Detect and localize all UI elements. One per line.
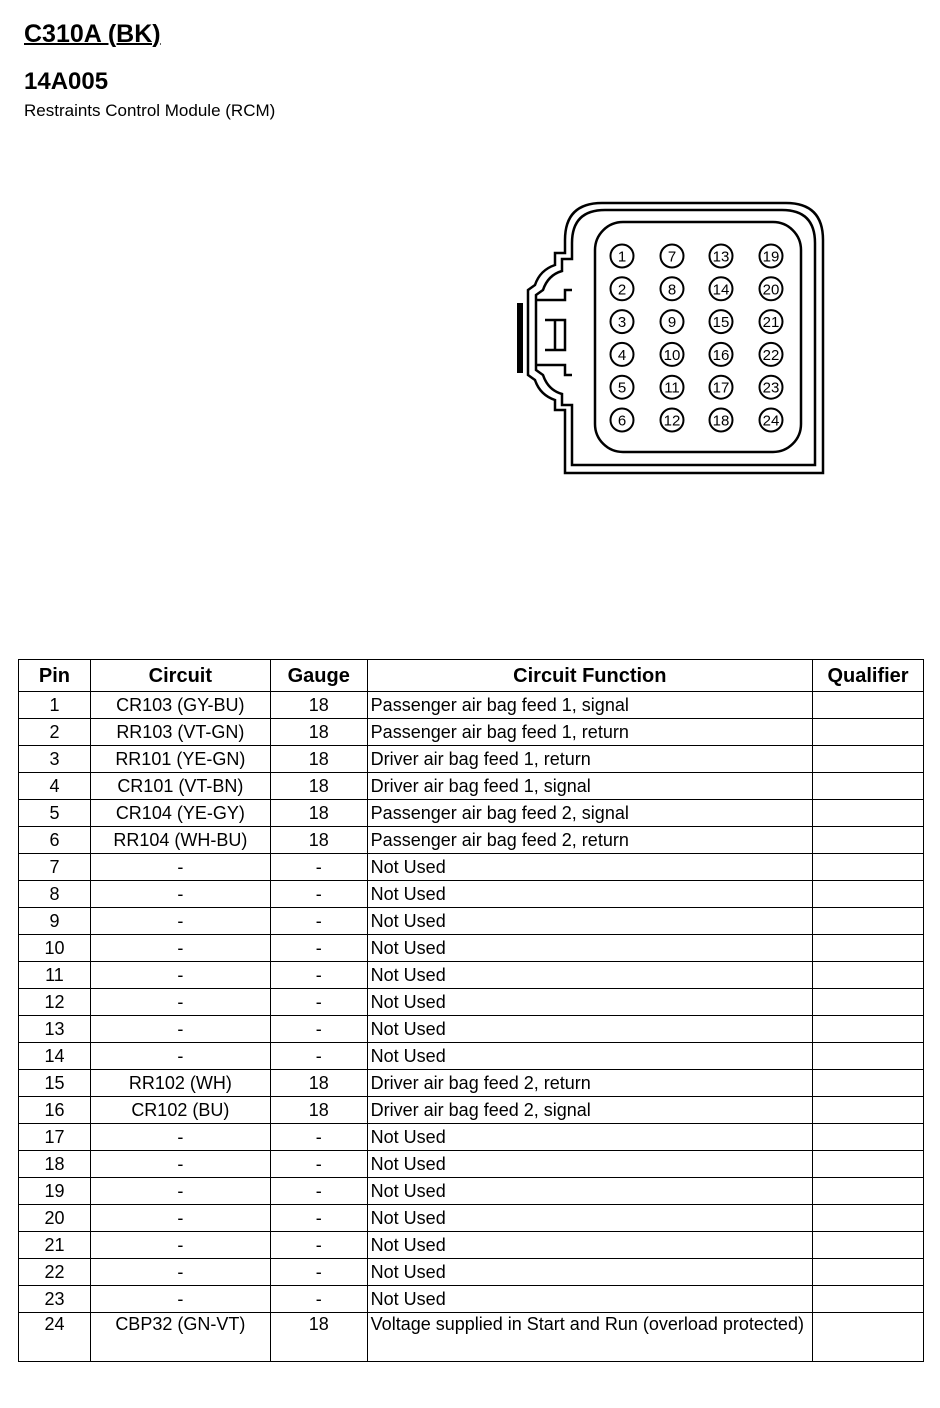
table-row: [19, 908, 924, 935]
pin-number-label: 19: [762, 248, 780, 266]
pin-cell: 14: [19, 1043, 91, 1070]
table-row: [19, 719, 924, 746]
gauge-cell: 18: [270, 800, 367, 827]
qualifier-cell: [813, 1070, 924, 1097]
circuit-cell: -: [90, 881, 270, 908]
qualifier-cell: [813, 746, 924, 773]
lock-latch: [517, 303, 523, 373]
qualifier-cell: [813, 1016, 924, 1043]
pin-number-label: 14: [712, 281, 730, 299]
pin-number-label: 24: [762, 412, 780, 430]
pin-cell: 20: [19, 1205, 91, 1232]
function-cell: Driver air bag feed 1, return: [367, 746, 812, 773]
gauge-cell: 18: [270, 692, 367, 719]
pin-cell: 16: [19, 1097, 91, 1124]
qualifier-cell: [813, 1286, 924, 1313]
circuit-cell: -: [90, 1016, 270, 1043]
qualifier-cell: [813, 827, 924, 854]
circuit-cell: -: [90, 854, 270, 881]
gauge-cell: 18: [270, 773, 367, 800]
pin-cell: 1: [19, 692, 91, 719]
circuit-cell: RR101 (YE-GN): [90, 746, 270, 773]
table-row: [19, 962, 924, 989]
table-row: [19, 1043, 924, 1070]
header-qualifier: Qualifier: [813, 660, 924, 692]
pin-number-label: 6: [617, 412, 627, 430]
pin-number-label: 10: [663, 346, 681, 364]
gauge-cell: -: [270, 1151, 367, 1178]
circuit-cell: -: [90, 1124, 270, 1151]
header-circuit-function: Circuit Function: [367, 660, 812, 692]
function-cell: Driver air bag feed 2, signal: [367, 1097, 812, 1124]
function-cell: Not Used: [367, 1124, 812, 1151]
pin-cell: 17: [19, 1124, 91, 1151]
pin-number-label: 22: [762, 346, 780, 364]
qualifier-cell: [813, 800, 924, 827]
pin-number-label: 4: [617, 346, 627, 364]
table-header-row: [19, 660, 924, 692]
gauge-cell: -: [270, 908, 367, 935]
gauge-cell: -: [270, 1259, 367, 1286]
table-row: [19, 800, 924, 827]
pin-number-label: 13: [712, 248, 730, 266]
function-cell: Not Used: [367, 1043, 812, 1070]
function-cell: Passenger air bag feed 1, signal: [367, 692, 812, 719]
qualifier-cell: [813, 854, 924, 881]
qualifier-cell: [813, 881, 924, 908]
pin-cell: 3: [19, 746, 91, 773]
qualifier-cell: [813, 1232, 924, 1259]
pin-number-label: 5: [617, 379, 627, 397]
connector-face-diagram: [510, 195, 830, 480]
function-cell: Not Used: [367, 935, 812, 962]
header-gauge: Gauge: [270, 660, 367, 692]
gauge-cell: 18: [270, 1097, 367, 1124]
gauge-cell: 18: [270, 746, 367, 773]
header-circuit: Circuit: [90, 660, 270, 692]
gauge-cell: -: [270, 1232, 367, 1259]
circuit-cell: -: [90, 935, 270, 962]
pin-number-label: 20: [762, 281, 780, 299]
pin-cell: 15: [19, 1070, 91, 1097]
circuit-cell: CBP32 (GN-VT): [90, 1313, 270, 1362]
gauge-cell: -: [270, 854, 367, 881]
part-number: 14A005: [24, 68, 109, 95]
pin-cell: 8: [19, 881, 91, 908]
qualifier-cell: [813, 1178, 924, 1205]
function-cell: Driver air bag feed 1, signal: [367, 773, 812, 800]
circuit-cell: CR104 (YE-GY): [90, 800, 270, 827]
gauge-cell: 18: [270, 827, 367, 854]
gauge-cell: -: [270, 1124, 367, 1151]
pin-number-label: 12: [663, 412, 681, 430]
table-row: [19, 1178, 924, 1205]
pin-cell: 23: [19, 1286, 91, 1313]
table-row: [19, 881, 924, 908]
pin-cell: 4: [19, 773, 91, 800]
qualifier-cell: [813, 719, 924, 746]
qualifier-cell: [813, 1124, 924, 1151]
pin-cell: 10: [19, 935, 91, 962]
pin-number-label: 23: [762, 379, 780, 397]
pin-cell: 19: [19, 1178, 91, 1205]
qualifier-cell: [813, 935, 924, 962]
pin-number-label: 2: [617, 281, 627, 299]
pin-cell: 2: [19, 719, 91, 746]
pin-number-label: 7: [667, 248, 677, 266]
table-row: [19, 1313, 924, 1362]
circuit-cell: -: [90, 1205, 270, 1232]
circuit-cell: -: [90, 1286, 270, 1313]
pin-cell: 24: [19, 1313, 91, 1362]
function-cell: Not Used: [367, 854, 812, 881]
function-cell: Not Used: [367, 989, 812, 1016]
table-row: [19, 1259, 924, 1286]
pin-number-label: 17: [712, 379, 730, 397]
table-row: [19, 692, 924, 719]
qualifier-cell: [813, 962, 924, 989]
qualifier-cell: [813, 1259, 924, 1286]
table-row: [19, 827, 924, 854]
table-row: [19, 773, 924, 800]
gauge-cell: -: [270, 1016, 367, 1043]
circuit-cell: -: [90, 1232, 270, 1259]
pin-cell: 22: [19, 1259, 91, 1286]
function-cell: Not Used: [367, 1205, 812, 1232]
gauge-cell: -: [270, 962, 367, 989]
pin-cell: 7: [19, 854, 91, 881]
pin-cell: 13: [19, 1016, 91, 1043]
pin-number-label: 15: [712, 314, 730, 332]
function-cell: Not Used: [367, 1232, 812, 1259]
function-cell: Not Used: [367, 1286, 812, 1313]
pin-number-label: 3: [617, 314, 627, 332]
gauge-cell: -: [270, 1205, 367, 1232]
circuit-cell: -: [90, 1043, 270, 1070]
function-cell: Passenger air bag feed 1, return: [367, 719, 812, 746]
circuit-cell: -: [90, 962, 270, 989]
gauge-cell: -: [270, 935, 367, 962]
gauge-cell: -: [270, 1286, 367, 1313]
circuit-cell: -: [90, 908, 270, 935]
table-row: [19, 1097, 924, 1124]
function-cell: Voltage supplied in Start and Run (overload protected): [367, 1313, 812, 1362]
function-cell: Not Used: [367, 962, 812, 989]
qualifier-cell: [813, 1313, 924, 1362]
module-description: Restraints Control Module (RCM): [24, 101, 276, 120]
circuit-cell: RR104 (WH-BU): [90, 827, 270, 854]
pin-number-label: 8: [667, 281, 677, 299]
gauge-cell: 18: [270, 719, 367, 746]
pin-cell: 21: [19, 1232, 91, 1259]
table-row: [19, 1205, 924, 1232]
function-cell: Passenger air bag feed 2, signal: [367, 800, 812, 827]
pin-cell: 12: [19, 989, 91, 1016]
circuit-cell: -: [90, 1259, 270, 1286]
pin-cell: 5: [19, 800, 91, 827]
gauge-cell: 18: [270, 1313, 367, 1362]
gauge-cell: -: [270, 989, 367, 1016]
function-cell: Not Used: [367, 1259, 812, 1286]
qualifier-cell: [813, 1151, 924, 1178]
table-row: [19, 1151, 924, 1178]
circuit-cell: CR101 (VT-BN): [90, 773, 270, 800]
qualifier-cell: [813, 1043, 924, 1070]
pin-number-label: 21: [762, 314, 780, 332]
header-pin: Pin: [19, 660, 91, 692]
function-cell: Not Used: [367, 881, 812, 908]
circuit-cell: CR103 (GY-BU): [90, 692, 270, 719]
pin-number-label: 9: [667, 314, 677, 332]
qualifier-cell: [813, 692, 924, 719]
circuit-cell: -: [90, 989, 270, 1016]
function-cell: Not Used: [367, 1178, 812, 1205]
pin-cell: 18: [19, 1151, 91, 1178]
table-row: [19, 854, 924, 881]
qualifier-cell: [813, 989, 924, 1016]
function-cell: Passenger air bag feed 2, return: [367, 827, 812, 854]
gauge-cell: 18: [270, 1070, 367, 1097]
circuit-cell: -: [90, 1178, 270, 1205]
pinout-table: [18, 659, 924, 1362]
function-cell: Not Used: [367, 1151, 812, 1178]
qualifier-cell: [813, 1205, 924, 1232]
function-cell: Not Used: [367, 1016, 812, 1043]
table-row: [19, 935, 924, 962]
table-row: [19, 1286, 924, 1313]
pin-number-label: 1: [617, 248, 627, 266]
connector-title: C310A (BK): [24, 20, 161, 48]
pin-number-label: 16: [712, 346, 730, 364]
table-row: [19, 1016, 924, 1043]
circuit-cell: -: [90, 1151, 270, 1178]
pin-cell: 9: [19, 908, 91, 935]
table-row: [19, 1124, 924, 1151]
function-cell: Driver air bag feed 2, return: [367, 1070, 812, 1097]
circuit-cell: RR102 (WH): [90, 1070, 270, 1097]
table-row: [19, 989, 924, 1016]
table-row: [19, 1070, 924, 1097]
table-row: [19, 746, 924, 773]
circuit-cell: RR103 (VT-GN): [90, 719, 270, 746]
qualifier-cell: [813, 908, 924, 935]
gauge-cell: -: [270, 1043, 367, 1070]
pin-cell: 6: [19, 827, 91, 854]
table-row: [19, 1232, 924, 1259]
circuit-cell: CR102 (BU): [90, 1097, 270, 1124]
function-cell: Not Used: [367, 908, 812, 935]
gauge-cell: -: [270, 1178, 367, 1205]
pin-number-label: 11: [664, 379, 680, 397]
gauge-cell: -: [270, 881, 367, 908]
pin-cell: 11: [19, 962, 91, 989]
locking-tab: [535, 290, 572, 375]
qualifier-cell: [813, 773, 924, 800]
pin-number-label: 18: [712, 412, 730, 430]
qualifier-cell: [813, 1097, 924, 1124]
